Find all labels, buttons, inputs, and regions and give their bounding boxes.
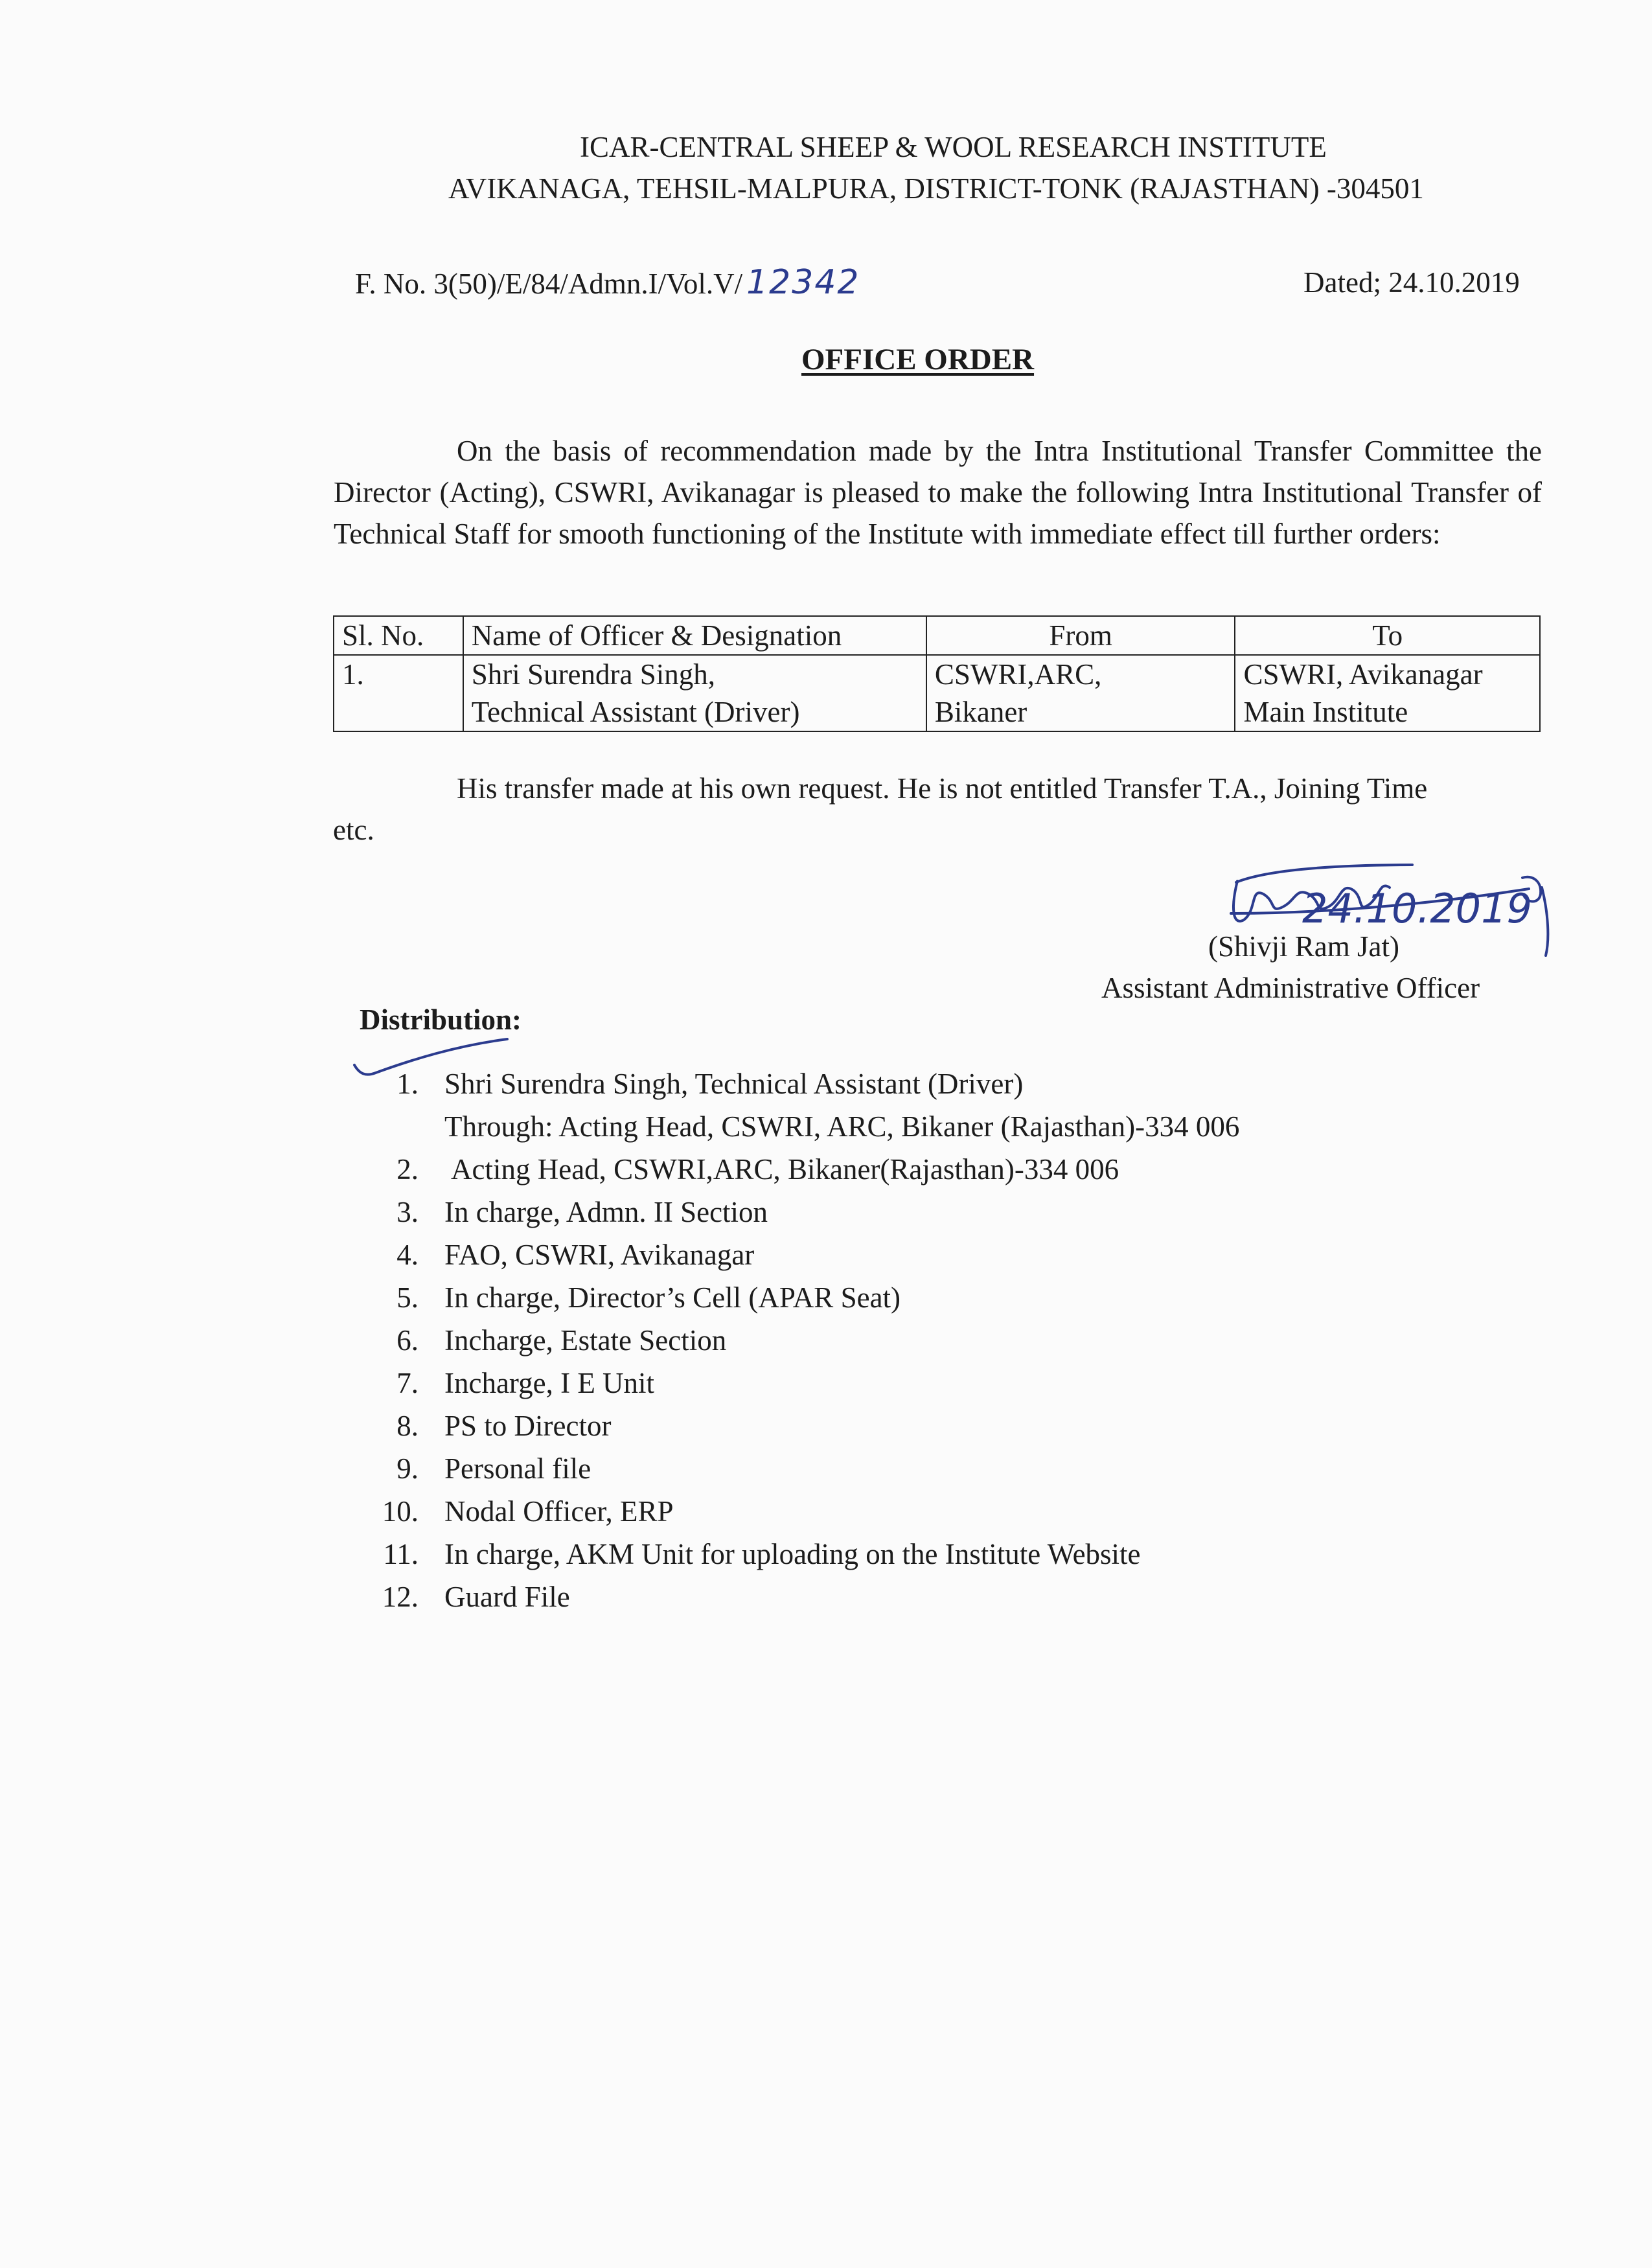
list-item-number: 8. [396, 1410, 419, 1442]
list-item [363, 1062, 1239, 1148]
cell-to-line1: CSWRI, Avikanagar [1243, 658, 1483, 691]
list-item [363, 1447, 1239, 1490]
cell-sl-no: 1. [334, 655, 463, 731]
list-item-number: 6. [396, 1324, 419, 1357]
list-item-text: PS to Director [444, 1410, 612, 1442]
list-item-text: Incharge, Estate Section [444, 1324, 727, 1357]
signature-handwritten-date: 24.10.2019 [1302, 885, 1532, 932]
institute-name: ICAR-CENTRAL SHEEP & WOOL RESEARCH INSTITUTE [580, 131, 1327, 163]
file-number [355, 262, 860, 304]
list-item-text [444, 1062, 1239, 1148]
list-item-text: In charge, AKM Unit for uploading on the Institute Website [444, 1538, 1141, 1570]
cell-from-line1: CSWRI,ARC, [934, 658, 1102, 691]
list-item-text: In charge, Admn. II Section [444, 1196, 768, 1228]
cell-from-line2: Bikaner [934, 696, 1027, 728]
cell-from [926, 655, 1235, 731]
transfer-table [333, 615, 1541, 732]
list-item-subline: Through: Acting Head, CSWRI, ARC, Bikaner (Rajasthan)-334 006 [444, 1110, 1240, 1143]
file-number-printed: F. No. 3(50)/E/84/Admn.I/Vol.V/ [355, 268, 743, 300]
list-item [363, 1404, 1239, 1447]
page-title: OFFICE ORDER [801, 343, 1035, 376]
list-item [363, 1148, 1239, 1191]
order-date: Dated; 24.10.2019 [1303, 266, 1520, 299]
list-item-number: 5. [396, 1281, 419, 1314]
list-item-number: 2. [396, 1153, 419, 1186]
signatory-name: (Shivji Ram Jat) [1208, 930, 1399, 963]
list-item-text: Incharge, I E Unit [444, 1367, 655, 1399]
header-sl-no: Sl. No. [334, 616, 463, 655]
list-item-number: 7. [396, 1367, 419, 1399]
cell-name [463, 655, 926, 731]
list-item-number: 11. [383, 1538, 419, 1570]
list-item-number: 12. [382, 1581, 419, 1613]
list-item-text: FAO, CSWRI, Avikanagar [444, 1239, 755, 1271]
list-item-number: 1. [396, 1068, 419, 1100]
list-item [363, 1319, 1239, 1362]
list-item [363, 1191, 1239, 1233]
cell-name-line2: Technical Assistant (Driver) [471, 696, 800, 728]
list-item-number: 10. [382, 1495, 419, 1528]
list-item [363, 1533, 1239, 1575]
table-row [334, 655, 1540, 731]
list-item-text: In charge, Director’s Cell (APAR Seat) [444, 1281, 901, 1314]
header-from: From [926, 616, 1235, 655]
cell-to-line2: Main Institute [1243, 696, 1408, 728]
signatory-designation: Assistant Administrative Officer [1101, 972, 1480, 1004]
list-item-text: Personal file [444, 1452, 591, 1485]
header-to: To [1235, 616, 1540, 655]
list-item-number: 4. [396, 1239, 419, 1271]
transfer-note-line1: His transfer made at his own request. He is not entitled Transfer T.A., Joining Time [457, 772, 1428, 805]
list-item [363, 1233, 1239, 1276]
table-header-row [334, 616, 1540, 655]
list-item [363, 1362, 1239, 1404]
list-item-text: Acting Head, CSWRI,ARC, Bikaner(Rajasthan)-334 006 [451, 1153, 1119, 1186]
list-item-text: Nodal Officer, ERP [444, 1495, 674, 1528]
list-item-text: Guard File [444, 1581, 570, 1613]
list-item-number: 9. [396, 1452, 419, 1485]
cell-to [1235, 655, 1540, 731]
cell-name-line1: Shri Surendra Singh, [471, 658, 716, 691]
distribution-title: Distribution: [360, 1003, 522, 1036]
transfer-note-line2: etc. [333, 814, 374, 846]
institute-address: AVIKANAGA, TEHSIL-MALPURA, DISTRICT-TONK (RAJASTHAN) -304501 [448, 172, 1424, 205]
list-item-line: Shri Surendra Singh, Technical Assistant (Driver) [444, 1068, 1024, 1100]
list-item [363, 1575, 1239, 1618]
list-item [363, 1490, 1239, 1533]
intro-paragraph: On the basis of recommendation made by the Intra Institutional Transfer Committee the Director (Acting), CSWRI, Avikanagar is pleased to make the following Intra Institutional Transfer of Technical Staff for smooth functioning of the Institute with immediate effect till further orders: [334, 435, 1542, 550]
handwritten-file-number: 12342 [746, 263, 860, 302]
distribution-list [363, 1062, 1239, 1618]
header-name: Name of Officer & Designation [463, 616, 926, 655]
list-item-number: 3. [396, 1196, 419, 1228]
list-item [363, 1276, 1239, 1319]
